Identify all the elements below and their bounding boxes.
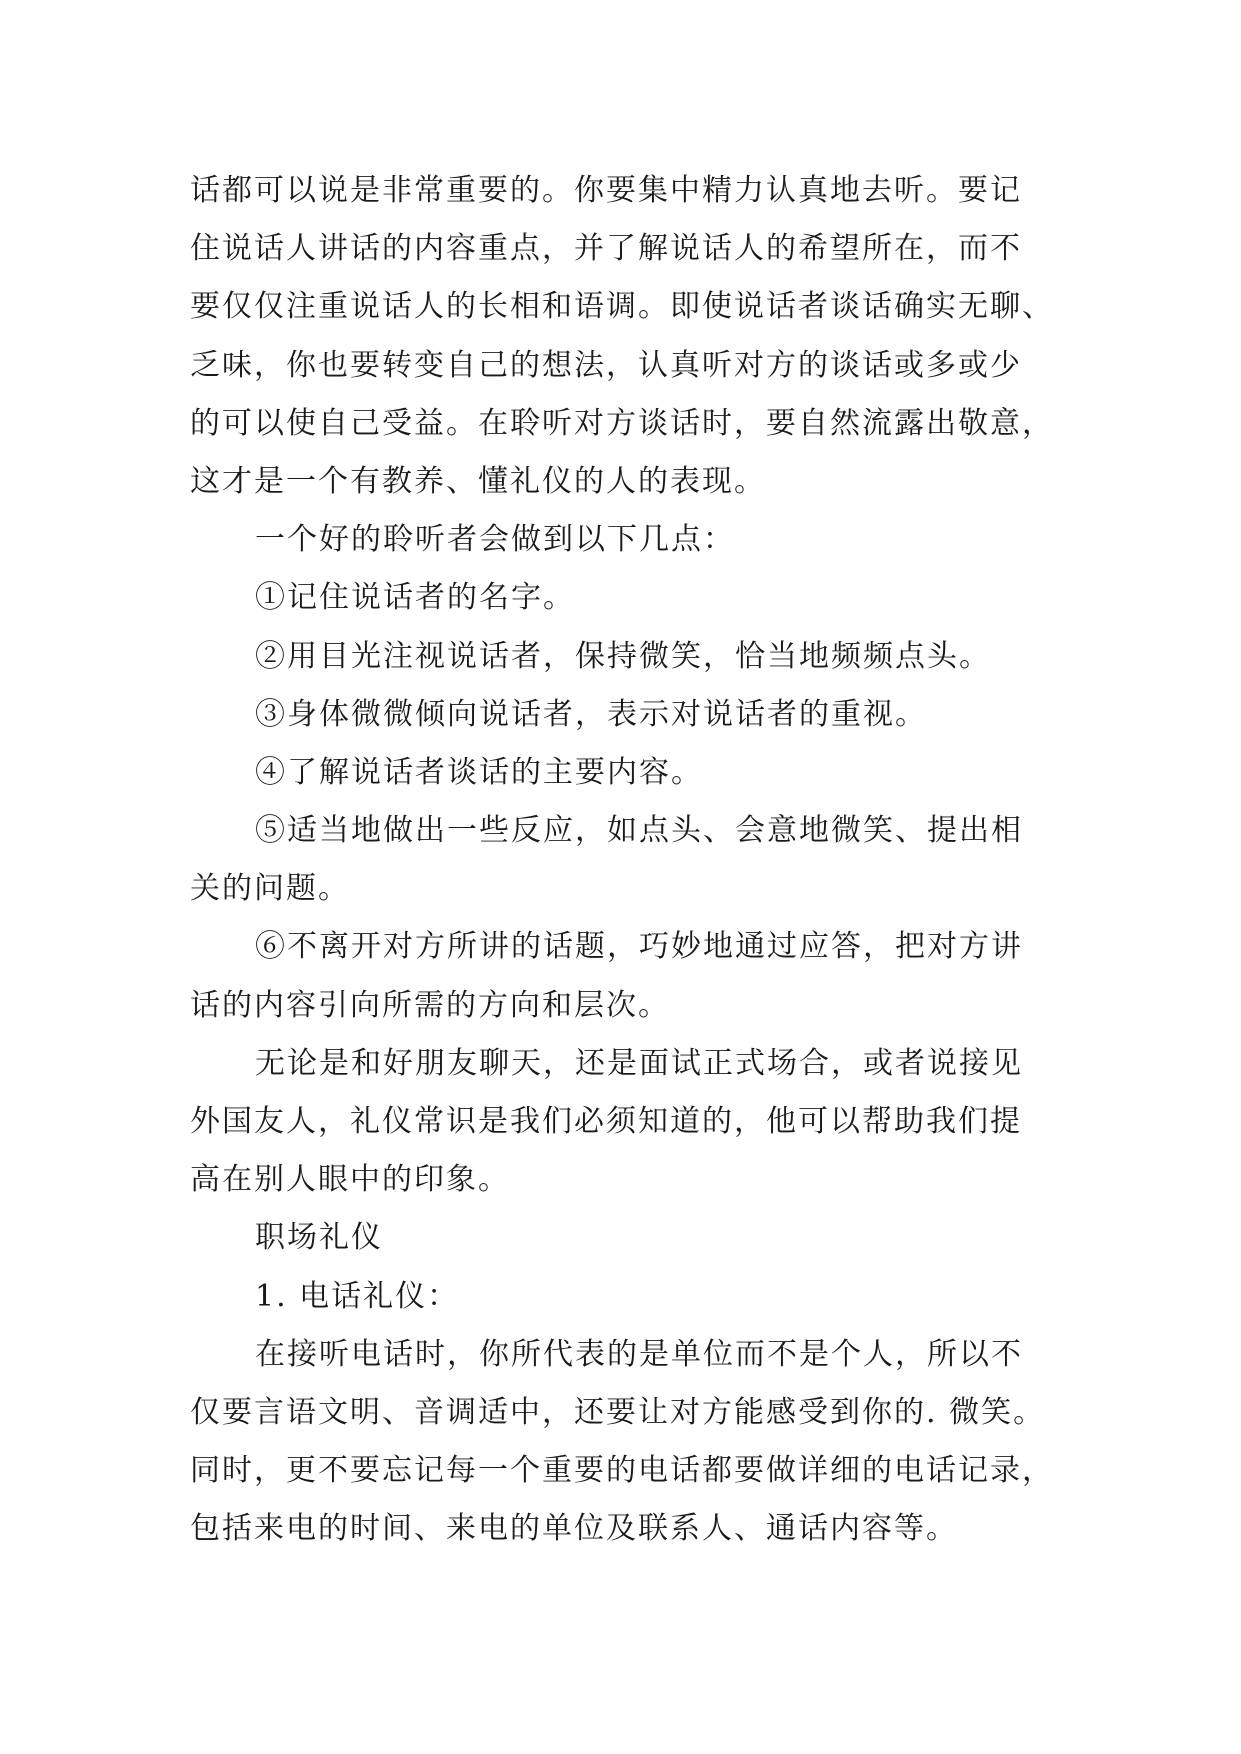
- section-heading: 职场礼仪: [255, 1220, 383, 1256]
- list-item: ④了解说话者谈话的主要内容。: [255, 754, 703, 790]
- text-line: 的可以使自己受益。在聆听对方谈话时，要自然流露出敬意，: [190, 405, 1054, 441]
- text-line: 仅要言语文明、音调适中，还要让对方能感受到你的. 微笑。: [190, 1394, 1046, 1430]
- text-line: 这才是一个有教养、懂礼仪的人的表现。: [190, 463, 766, 499]
- paragraph-line: 无论是和好朋友聊天，还是面试正式场合，或者说接见: [255, 1045, 1023, 1081]
- paragraph-line: 在接听电话时，你所代表的是单位而不是个人，所以不: [255, 1336, 1023, 1372]
- list-item-continuation: 关的问题。: [190, 871, 350, 907]
- text-line: 话都可以说是非常重要的。你要集中精力认真地去听。要记: [190, 173, 1022, 208]
- list-item-continuation: 话的内容引向所需的方向和层次。: [190, 987, 670, 1023]
- list-item: ⑥不离开对方所讲的话题，巧妙地通过应答，把对方讲: [255, 929, 1023, 965]
- subsection-heading: 1. 电话礼仪：: [255, 1278, 460, 1314]
- text-line: 包括来电的时间、来电的单位及联系人、通话内容等。: [190, 1511, 958, 1547]
- list-item: ②用目光注视说话者，保持微笑，恰当地频频点头。: [255, 638, 991, 674]
- list-item: ①记住说话者的名字。: [255, 580, 575, 616]
- document-body: [190, 162, 1090, 1559]
- paragraph-line: 一个好的聆听者会做到以下几点：: [255, 522, 735, 558]
- text-line: 外国友人，礼仪常识是我们必须知道的，他可以帮助我们提: [190, 1104, 1022, 1139]
- text-line: 高在别人眼中的印象。: [190, 1162, 510, 1198]
- text-line: 同时，更不要忘记每一个重要的电话都要做详细的电话记录，: [190, 1453, 1054, 1489]
- text-line: 住说话人讲话的内容重点，并了解说话人的希望所在，而不: [190, 231, 1022, 267]
- text-line: 乏味，你也要转变自己的想法，认真听对方的谈话或多或少: [190, 347, 1022, 383]
- list-item: ③身体微微倾向说话者，表示对说话者的重视。: [255, 696, 927, 732]
- text-line: 要仅仅注重说话人的长相和语调。即使说话者谈话确实无聊、: [190, 289, 1054, 325]
- list-item: ⑤适当地做出一些反应，如点头、会意地微笑、提出相: [255, 813, 1023, 849]
